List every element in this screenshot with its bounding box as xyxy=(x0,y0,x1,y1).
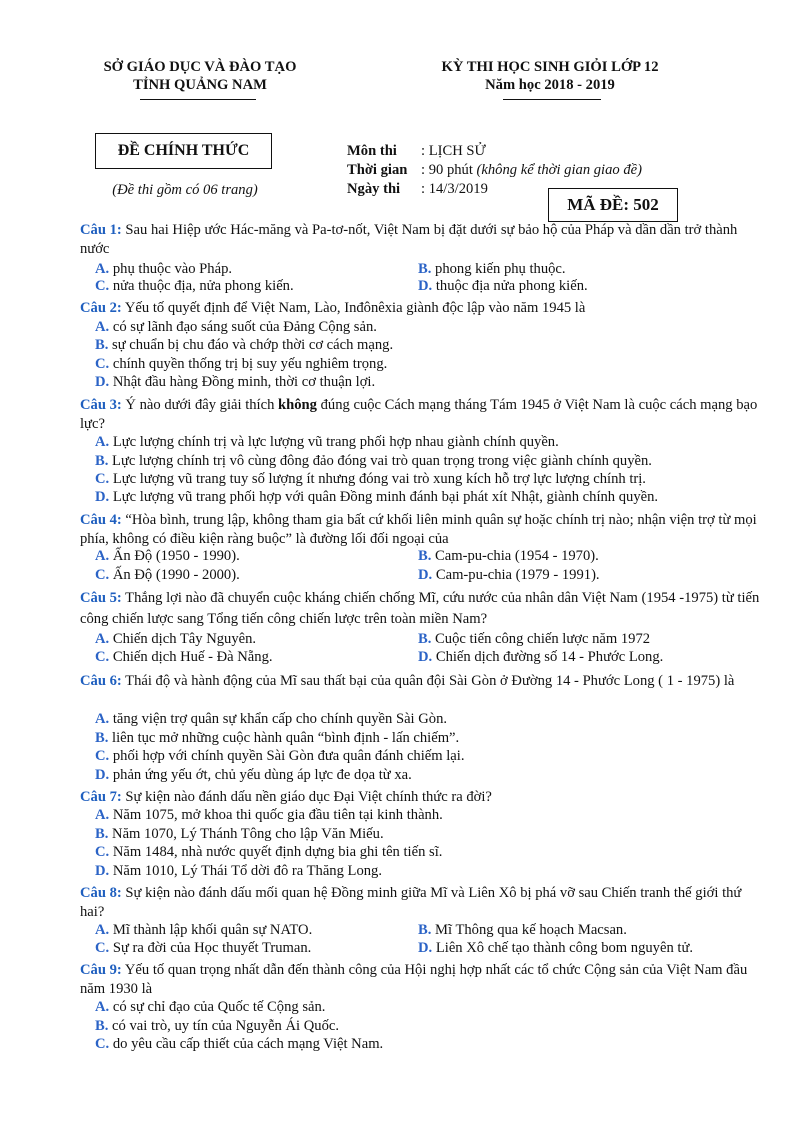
option-b: B. liên tục mở những cuộc hành quân “bình định - lấn chiếm”. xyxy=(95,730,460,746)
option-d: D. Năm 1010, Lý Thái Tổ dời đô ra Thăng Long. xyxy=(95,863,383,879)
option-b: B. Mĩ Thông qua kế hoạch Macsan. xyxy=(418,922,627,938)
option-c: C. Ấn Độ (1990 - 2000). xyxy=(95,567,240,583)
question-7 xyxy=(80,788,766,807)
option-d: D. Liên Xô chế tạo thành công bom nguyên tử. xyxy=(418,940,694,956)
time-row xyxy=(347,161,642,179)
official-exam-label: ĐỀ CHÍNH THỨC xyxy=(95,133,272,169)
subject-value: : LỊCH SỬ xyxy=(421,143,486,159)
option-a: A. Ấn Độ (1950 - 1990). xyxy=(95,548,240,564)
question-text: Thắng lợi nào đã chuyển cuộc kháng chiến chống Mĩ, cứu nước của nhân dân Việt Nam (1954 -1975) từ tiến công chiến lược sang Tổng tiến công chiến lược trên toàn miền Nam? xyxy=(80,590,760,627)
time-note: (không kể thời gian giao đề) xyxy=(476,162,642,178)
option-c: C. do yêu cầu cấp thiết của cách mạng Việt Nam. xyxy=(95,1036,384,1052)
option-a: A. có sự lãnh đạo sáng suốt của Đảng Cộng sản. xyxy=(95,319,377,335)
question-text: “Hòa bình, trung lập, không tham gia bất cứ khối liên minh quân sự hoặc chính trị nào; nhận viện trợ từ mọi phía, không có điều kiện ràng buộc” là đường lối đối ngoại của xyxy=(80,512,757,547)
option-c: C. chính quyền thống trị bị suy yếu nghiêm trọng. xyxy=(95,356,388,372)
option-d: D. Cam-pu-chia (1979 - 1991). xyxy=(418,567,600,583)
option-b: B. Cuộc tiến công chiến lược năm 1972 xyxy=(418,631,651,647)
question-label: Câu 3: xyxy=(80,397,122,413)
time-value: : 90 phút xyxy=(421,162,477,178)
option-a: A. Chiến dịch Tây Nguyên. xyxy=(95,631,257,647)
option-a: A. Năm 1075, mở khoa thi quốc gia đầu tiên tại kinh thành. xyxy=(95,807,443,823)
option-a: A. có sự chỉ đạo của Quốc tế Cộng sản. xyxy=(95,999,326,1015)
option-d: D. Lực lượng vũ trang phối hợp với quân Đồng minh đánh bại phát xít Nhật, giành chính quyền. xyxy=(95,489,659,505)
question-label: Câu 7: xyxy=(80,789,122,805)
option-a: A. Lực lượng chính trị và lực lượng vũ trang phối hợp nhau giành chính quyền. xyxy=(95,434,559,450)
option-c: C. Chiến dịch Huế - Đà Nẵng. xyxy=(95,649,273,665)
date-label: Ngày thi xyxy=(347,181,401,197)
option-d: D. thuộc địa nửa phong kiến. xyxy=(418,278,588,294)
header-left-underline xyxy=(140,99,256,100)
option-a: A. tăng viện trợ quân sự khẩn cấp cho chính quyền Sài Gòn. xyxy=(95,711,448,727)
option-a: A. phụ thuộc vào Pháp. xyxy=(95,261,233,277)
question-text: Yếu tố quyết định để Việt Nam, Lào, Inđônêxia giành độc lập vào năm 1945 là xyxy=(121,300,586,316)
question-text: Thái độ và hành động của Mĩ sau thất bại của quân đội Sài Gòn ở Đường 14 - Phước Long ( 1 - 1975) là xyxy=(121,673,735,689)
option-d: D. phản ứng yếu ớt, chủ yếu dùng áp lực đe dọa từ xa. xyxy=(95,767,412,783)
question-label: Câu 6: xyxy=(80,673,122,689)
question-9 xyxy=(80,961,766,999)
exam-code-box: MÃ ĐỀ: 502 xyxy=(548,188,678,222)
school-year: Năm học 2018 - 2019 xyxy=(485,77,615,93)
emphasis-not: không xyxy=(278,397,317,413)
question-label: Câu 9: xyxy=(80,962,122,978)
option-b: B. có vai trò, uy tín của Nguyễn Ái Quốc. xyxy=(95,1018,339,1034)
date-row xyxy=(347,180,488,198)
question-text: Sự kiện nào đánh dấu nền giáo dục Đại Việt chính thức ra đời? xyxy=(121,789,492,805)
question-label: Câu 8: xyxy=(80,885,122,901)
option-c: C. Lực lượng vũ trang tuy số lượng ít nhưng đóng vai trò xung kích hỗ trợ lực lượng chính trị. xyxy=(95,471,646,487)
pages-note: (Đề thi gồm có 06 trang) xyxy=(112,182,258,198)
question-label: Câu 2: xyxy=(80,300,122,316)
question-text: Sự kiện nào đánh dấu mối quan hệ Đồng minh giữa Mĩ và Liên Xô bị phá vỡ sau Chiến tranh thế giới thứ hai? xyxy=(80,885,742,920)
question-6 xyxy=(80,670,766,692)
exam-title: KỲ THI HỌC SINH GIỎI LỚP 12 xyxy=(441,59,659,75)
question-label: Câu 1: xyxy=(80,222,122,238)
time-label: Thời gian xyxy=(347,162,408,178)
option-b: B. sự chuẩn bị chu đáo và chớp thời cơ cách mạng. xyxy=(95,337,394,353)
question-5 xyxy=(80,588,766,630)
option-b: B. Năm 1070, Lý Thánh Tông cho lập Văn Miếu. xyxy=(95,826,384,842)
question-label: Câu 5: xyxy=(80,590,122,606)
option-d: D. Nhật đầu hàng Đồng minh, thời cơ thuận lợi. xyxy=(95,374,376,390)
question-4 xyxy=(80,511,766,549)
question-label: Câu 4: xyxy=(80,512,122,528)
option-a: A. Mĩ thành lập khối quân sự NATO. xyxy=(95,922,313,938)
option-c: C. phối hợp với chính quyền Sài Gòn đưa quân đánh chiếm lại. xyxy=(95,748,465,764)
question-text: Yếu tố quan trọng nhất dẫn đến thành công của Hội nghị hợp nhất các tổ chức Cộng sản của Việt Nam đầu năm 1930 là xyxy=(80,962,748,997)
option-b: B. Lực lượng chính trị vô cùng đông đảo đóng vai trò quan trọng trong việc giành chính quyền. xyxy=(95,453,652,469)
option-b: B. phong kiến phụ thuộc. xyxy=(418,261,566,277)
date-value: : 14/3/2019 xyxy=(421,181,488,197)
header-right-underline xyxy=(503,99,601,100)
question-3: Câu 3: Ý nào dưới đây giải thích không đúng cuộc Cách mạng tháng Tám 1945 ở Việt Nam là cuộc cách mạng bạo lực? xyxy=(80,397,758,432)
question-2 xyxy=(80,299,766,318)
option-b: B. Cam-pu-chia (1954 - 1970). xyxy=(418,548,599,564)
subject-row xyxy=(347,142,486,160)
question-8 xyxy=(80,884,766,922)
option-c: C. Năm 1484, nhà nước quyết định dựng bia ghi tên tiến sĩ. xyxy=(95,844,443,860)
question-1 xyxy=(80,221,766,259)
subject-label: Môn thi xyxy=(347,143,397,159)
question-text: Sau hai Hiệp ước Hác-măng và Pa-tơ-nốt, Việt Nam bị đặt dưới sự bảo hộ của Pháp và dần dần trở thành nước xyxy=(80,222,738,257)
option-c: C. Sự ra đời của Học thuyết Truman. xyxy=(95,940,312,956)
department-name: SỞ GIÁO DỤC VÀ ĐÀO TẠO xyxy=(103,59,297,75)
option-d: D. Chiến dịch đường số 14 - Phước Long. xyxy=(418,649,664,665)
option-c: C. nửa thuộc địa, nửa phong kiến. xyxy=(95,278,294,294)
province-name: TỈNH QUẢNG NAM xyxy=(133,77,267,93)
